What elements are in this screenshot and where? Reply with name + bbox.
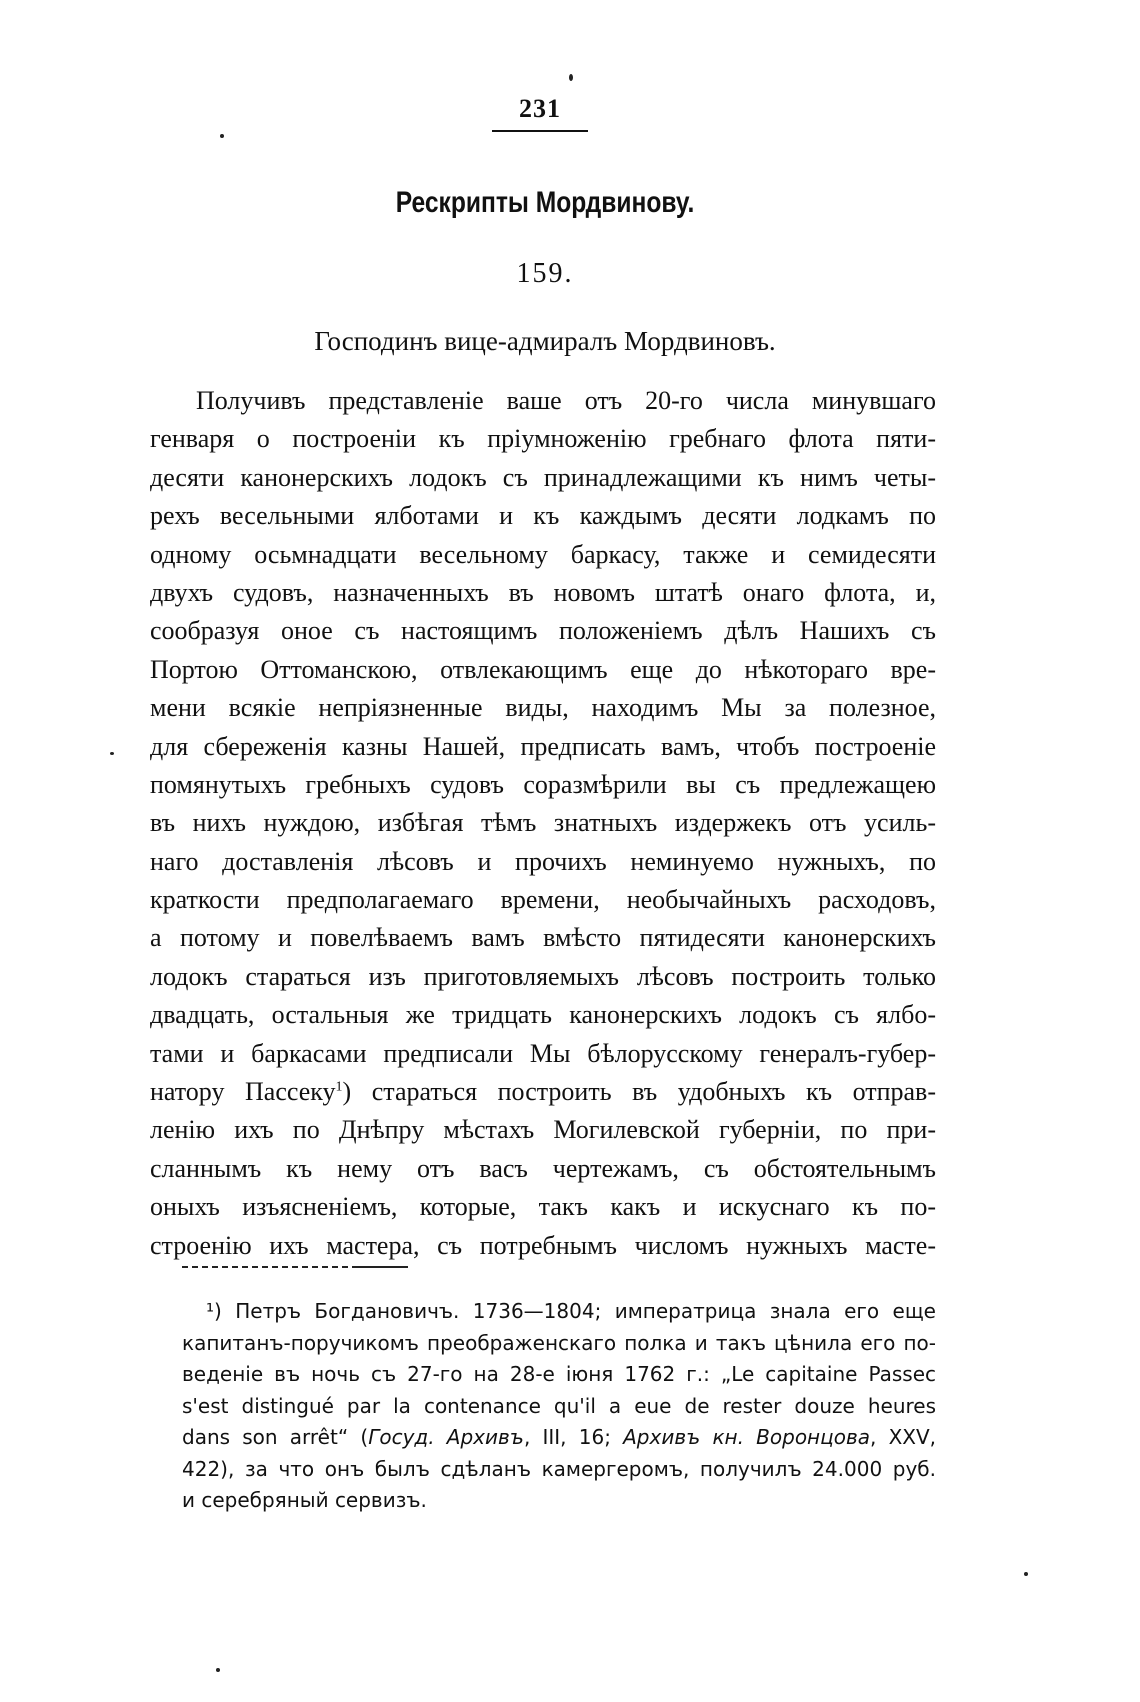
- section-title: Рескрипты Мордвинову.: [395, 186, 695, 219]
- body-line: десяти канонерскихъ лодокъ съ принадлежащими къ нимъ четы-: [150, 462, 936, 492]
- body-line: краткости предполагаемаго времени, необычайныхъ расходовъ,: [150, 885, 936, 915]
- footnote-separator-tail: [358, 1266, 406, 1268]
- body-line: лодокъ стараться изъ приготовляемыхъ лѣсовъ построить только: [150, 961, 936, 991]
- body-line: генваря о построеніи къ пріумноженію гребнаго флота пяти-: [150, 424, 936, 454]
- footnote-line: [182, 1422, 936, 1454]
- body-line: двухъ судовъ, назначенныхъ въ новомъ штатѣ онаго флота, и,: [150, 577, 936, 607]
- page-number: 231: [519, 94, 561, 123]
- body-line: двадцать, остальныя же тридцать канонерскихъ лодокъ съ ялбо-: [150, 1000, 936, 1030]
- body-line: Получивъ представленіе ваше отъ 20-го числа минувшаго: [196, 386, 936, 415]
- body-line-start: натору Пассеку: [150, 1077, 336, 1107]
- body-line: помянутыхъ гребныхъ судовъ соразмѣрили вы съ предлежащею: [150, 769, 936, 799]
- body-line: а потому и повелѣваемъ вамъ вмѣсто пятидесяти канонерскихъ: [150, 923, 936, 953]
- body-line: одному осьмнадцати весельному баркасу, также и семидесяти: [150, 539, 936, 569]
- footnote-source: Госуд. Архивъ: [368, 1425, 524, 1449]
- document-number: 159.: [516, 258, 574, 289]
- footnote-line: веденіе въ ночь съ 27-го на 28-е іюня 1762 г.: „Le capitaine Passec: [182, 1362, 936, 1386]
- body-line: сообразуя оное съ настоящимъ положеніемъ дѣлъ Нашихъ съ: [150, 616, 936, 646]
- body-line: мени всякіе непріязненные виды, находимъ Мы за полезное,: [150, 693, 936, 723]
- body-line: Портою Оттоманскою, отвлекающимъ еще до нѣкотораго вре-: [150, 654, 936, 684]
- footnote-reference[interactable]: 1: [335, 1079, 343, 1095]
- body-line: тами и баркасами предписали Мы бѣлорусскому генералъ-губер-: [150, 1038, 936, 1068]
- footnote-line: [182, 1296, 936, 1328]
- footnote-text: , III, 16;: [523, 1425, 624, 1449]
- scan-speck: [216, 1668, 220, 1672]
- footnote-marker: ¹): [206, 1299, 222, 1323]
- body-line: оныхъ изъясненіемъ, которые, такъ какъ и искуснаго къ по-: [150, 1192, 936, 1222]
- body-text: [150, 382, 936, 1265]
- body-line-with-footnote-ref: натору Пассеку$^1$) старатьcя построить въ удобныхъ къ отправ-: [150, 1077, 936, 1107]
- footnote-line: s'est distingué par la contenance qu'il a eue de rester douze heures: [182, 1393, 936, 1418]
- footnote: [182, 1296, 936, 1517]
- scan-speck: [110, 752, 114, 755]
- footnote-text: dans son arrêt“ (: [182, 1425, 369, 1449]
- body-line: для сбереженія казны Нашей, предписать вамъ, чтобъ построеніе: [150, 731, 936, 761]
- page-number-underline: [492, 130, 588, 132]
- footnote-text: , XXV,: [870, 1425, 937, 1449]
- footnote-text: Петръ Богдановичъ. 1736—1804; императрица знала его еще: [235, 1299, 936, 1323]
- body-line: ленію ихъ по Днѣпру мѣстахъ Могилевской губерніи, по при-: [150, 1115, 936, 1145]
- footnote-line: капитанъ-поручикомъ преображенскаго полка и такъ цѣнила его по-: [182, 1330, 936, 1355]
- body-line-end: старатьcя построить въ удобныхъ къ отправ-: [371, 1077, 936, 1107]
- body-line: строенію ихъ мастера, съ потребнымъ числомъ нужныхъ масте-: [150, 1230, 936, 1260]
- body-line: рехъ весельными ялботами и къ каждымъ десяти лодкамъ по: [150, 501, 936, 531]
- scan-speck: [569, 74, 573, 81]
- scan-speck: [1024, 1572, 1028, 1576]
- body-line: въ нихъ нуждою, избѣгая тѣмъ знатныхъ издержекъ отъ усиль-: [150, 808, 936, 838]
- footnote-source: Архивъ кн. Воронцова: [623, 1425, 871, 1449]
- body-line: наго доставленія лѣсовъ и прочихъ неминуемо нужныхъ, по: [150, 846, 936, 876]
- footnote-line: и серебряный сервизъ.: [182, 1488, 427, 1512]
- scan-speck: [220, 134, 224, 138]
- footnote-line: 422), за что онъ былъ сдѣланъ камергеромъ, получилъ 24.000 руб.: [182, 1456, 936, 1481]
- salutation: Господинъ вице-адмиралъ Мордвиновъ.: [314, 326, 776, 356]
- body-line: сланнымъ къ нему отъ васъ чертежамъ, съ обстоятельнымъ: [150, 1153, 936, 1183]
